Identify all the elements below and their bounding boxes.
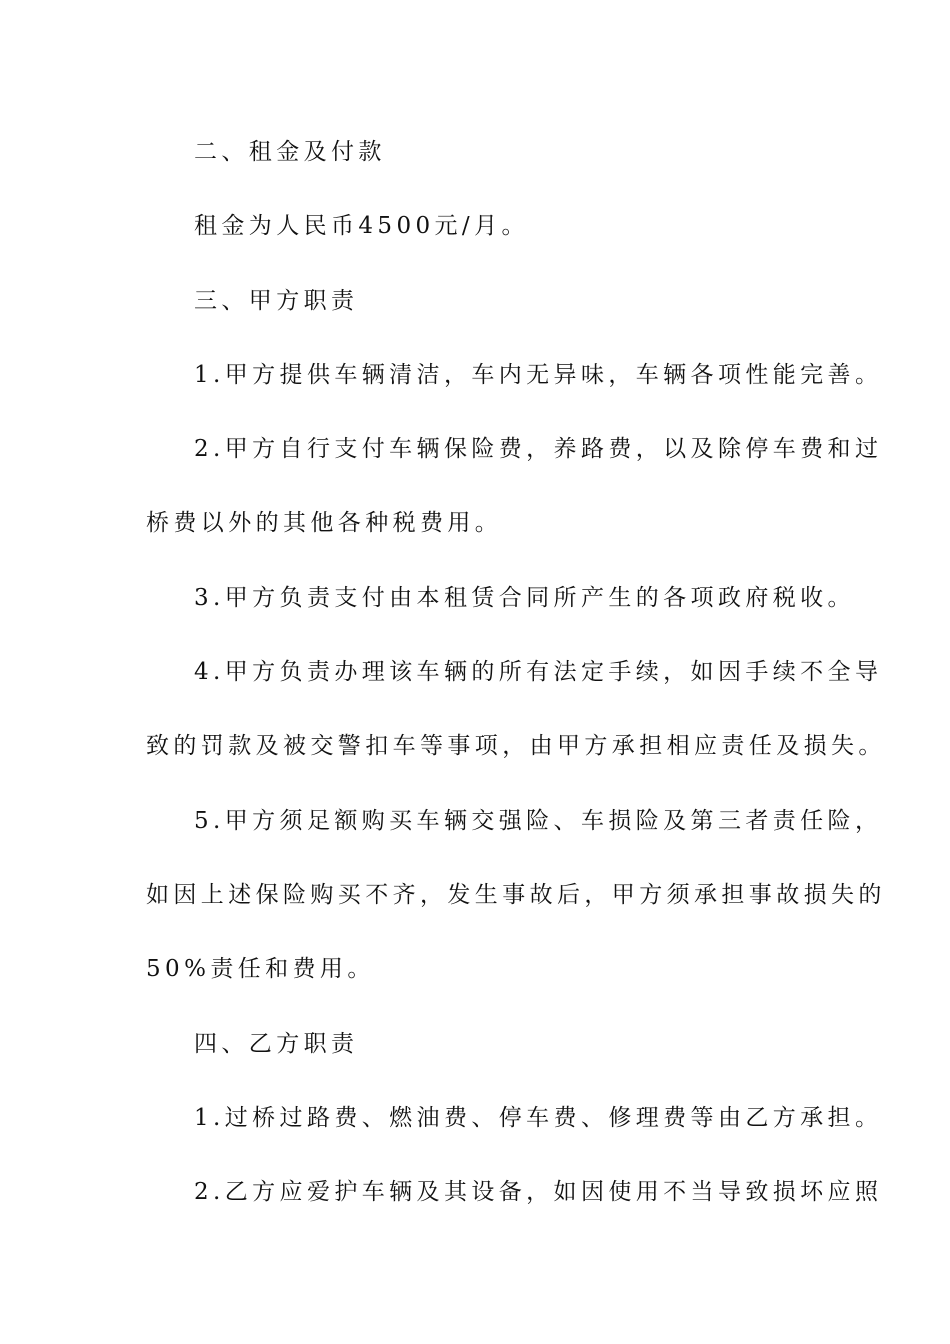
paragraph-line: 2.甲方自行支付车辆保险费，养路费，以及除停车费和过: [194, 436, 883, 463]
section-heading-party-a: 三、甲方职责: [194, 287, 359, 314]
paragraph-line: 如因上述保险购买不齐，发生事故后，甲方须承担事故损失的: [146, 881, 886, 908]
paragraph-line: 1.过桥过路费、燃油费、停车费、修理费等由乙方承担。: [194, 1104, 883, 1131]
paragraph-line: 租金为人民币4500元/月。: [194, 213, 529, 240]
section-heading-party-b: 四、乙方职责: [194, 1030, 359, 1057]
document-body: [146, 128, 886, 1242]
paragraph-line: 1.甲方提供车辆清洁，车内无异味，车辆各项性能完善。: [194, 361, 883, 388]
paragraph-line: 5.甲方须足额购买车辆交强险、车损险及第三者责任险，: [194, 807, 883, 834]
paragraph-line: 4.甲方负责办理该车辆的所有法定手续，如因手续不全导: [194, 659, 883, 686]
paragraph-line: 3.甲方负责支付由本租赁合同所产生的各项政府税收。: [194, 584, 855, 611]
paragraph-line: 2.乙方应爱护车辆及其设备，如因使用不当导致损坏应照: [194, 1179, 883, 1206]
paragraph-line: 50%责任和费用。: [146, 956, 375, 983]
section-heading-rent: 二、租金及付款: [194, 139, 386, 165]
paragraph-line: 致的罚款及被交警扣车等事项，由甲方承担相应责任及损失。: [146, 733, 886, 760]
paragraph-line: 桥费以外的其他各种税费用。: [146, 510, 503, 537]
